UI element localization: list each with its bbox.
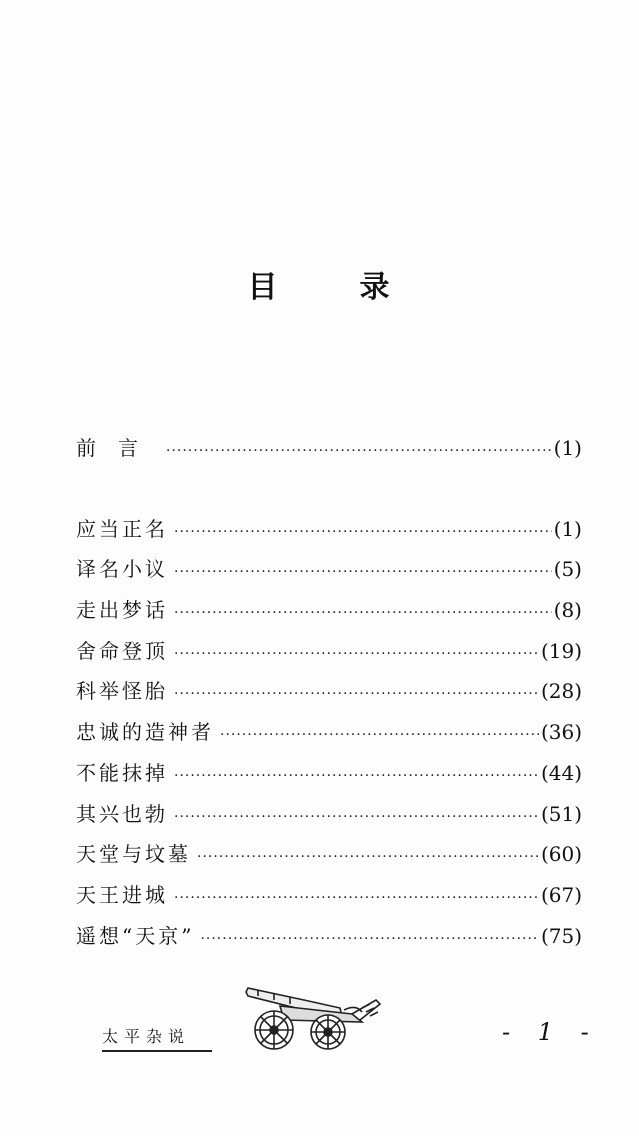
toc-entry-page: (75)	[540, 923, 582, 948]
footer-page-number: - 1 -	[502, 1018, 599, 1046]
toc-entry[interactable]	[76, 671, 582, 712]
toc-leader-dots	[166, 431, 552, 472]
toc-entry-label: 应当正名	[76, 516, 168, 541]
table-of-contents	[76, 428, 582, 956]
toc-entry-label: 忠诚的造神者	[76, 720, 214, 745]
toc-entry-page: (8)	[553, 598, 582, 623]
toc-entry[interactable]	[76, 875, 582, 916]
toc-entry[interactable]	[76, 834, 582, 875]
toc-leader-dots	[200, 919, 538, 960]
toc-entry-page: (60)	[540, 842, 582, 867]
toc-entry[interactable]	[76, 794, 582, 835]
toc-entry-label: 走出梦话	[76, 598, 168, 623]
footer-book-title: 太平杂说	[102, 1024, 212, 1052]
toc-spacer	[76, 469, 582, 509]
toc-entry-label: 舍命登顶	[76, 638, 168, 663]
toc-entry-page: (28)	[540, 679, 582, 704]
toc-entry-label: 前言	[76, 436, 160, 460]
toc-entry[interactable]	[76, 712, 582, 753]
toc-leader-dots	[174, 674, 539, 715]
toc-entry-label: 其兴也勃	[76, 801, 168, 826]
toc-leader-dots	[174, 634, 539, 675]
toc-entry-page: (1)	[553, 436, 582, 460]
toc-entry-label: 译名小议	[76, 557, 168, 582]
toc-entry[interactable]	[76, 590, 582, 631]
toc-leader-dots	[174, 756, 539, 797]
toc-entry-page: (5)	[553, 557, 582, 582]
toc-entry[interactable]	[76, 509, 582, 550]
toc-entry[interactable]	[76, 631, 582, 672]
toc-entry-label: 天堂与坟墓	[76, 842, 191, 867]
toc-leader-dots	[220, 715, 539, 756]
toc-leader-dots	[197, 837, 539, 878]
toc-entry-label: 遥想“天京”	[76, 923, 195, 948]
toc-entry-page: (44)	[540, 760, 582, 785]
toc-leader-dots	[174, 512, 552, 553]
toc-entry[interactable]	[76, 753, 582, 794]
toc-leader-dots	[174, 797, 539, 838]
toc-entry-page: (36)	[540, 720, 582, 745]
toc-entry-label: 不能抹掉	[76, 760, 168, 785]
toc-entry-label: 天王进城	[76, 882, 168, 907]
toc-entry[interactable]	[76, 549, 582, 590]
toc-leader-dots	[174, 552, 552, 593]
toc-leader-dots	[174, 593, 552, 634]
toc-entry-preface[interactable]	[76, 428, 582, 469]
toc-entry-label: 科举怪胎	[76, 679, 168, 704]
title-char-1: 目	[247, 270, 280, 305]
toc-entry-page: (51)	[540, 801, 582, 826]
toc-entry-page: (19)	[540, 638, 582, 663]
toc-entry-page: (67)	[540, 882, 582, 907]
toc-entry[interactable]	[76, 916, 582, 957]
cannon-icon	[244, 980, 384, 1052]
toc-entry-page: (1)	[553, 516, 582, 541]
page-title	[0, 262, 639, 306]
toc-leader-dots	[174, 878, 539, 919]
title-char-2: 录	[359, 270, 392, 305]
